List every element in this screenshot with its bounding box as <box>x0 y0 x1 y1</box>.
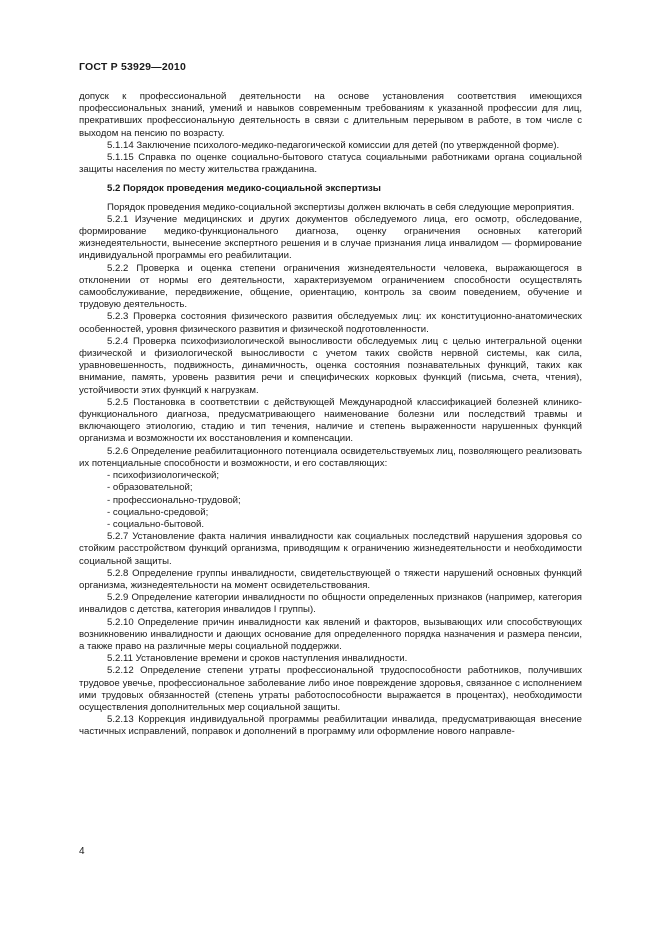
list-item: - образовательной; <box>107 482 193 494</box>
paragraph-5-2-12: 5.2.12 Определение степени утраты профессиональной трудоспособности работников, получивших трудовое увечье, профессиональное заболевание либо иное повреждение здоровья, связанное с исполнением ими трудовых обязанностей (степень утраты работоспособности выражается в процентах), необходимости осуществления дополнительных мер социальной защиты. <box>79 665 582 713</box>
paragraph-5-2-4: 5.2.4 Проверка психофизиологической выносливости обследуемых лиц с целью интегральной оценки физической и физиологической выносливости с учетом таких свойств нервной системы, как сила, уравновешенность, подвижность, динамичность, оценка состояния познавательных функций, таких как внимание, память, уровень развития речи и специфических корковых функций (письма, счета, чтения), устойчивости этих функций к нагрузкам. <box>79 335 582 396</box>
paragraph-5-2-8: 5.2.8 Определение группы инвалидности, свидетельствующей о тяжести нарушений основных функций организма, жизнедеятельности на момент освидетельствования. <box>79 567 582 591</box>
paragraph-5-1-15: 5.1.15 Справка по оценке социально-бытового статуса социальными работниками органа социальной защиты населения по месту жительства гражданина. <box>79 152 582 176</box>
list-item: - профессионально-трудовой; <box>107 494 241 506</box>
paragraph-5-2-6: 5.2.6 Определение реабилитационного потенциала освидетельствуемых лиц, позволяющего реализовать их потенциальные способности и возможности, и его составляющих: <box>79 445 582 469</box>
paragraph-5-2-9: 5.2.9 Определение категории инвалидности по общности определенных признаков (например, категория инвалидов с детства, категория инвалидов I группы). <box>79 592 582 616</box>
list-item: - психофизиологической; <box>107 470 220 482</box>
list-item: - социально-средовой; <box>107 506 209 518</box>
document-body <box>79 91 582 739</box>
paragraph-5-2-2: 5.2.2 Проверка и оценка степени ограничения жизнедеятельности человека, выражающегося в отклонении от нормы его деятельности, характеризуемом ограничением способности осуществлять самообслуживание, передвижение, общение, ориентацию, контроль за своим поведением, обучение и трудовую деятельность. <box>79 262 582 311</box>
paragraph-intro: допуск к профессиональной деятельности на основе установления соответствия имеющихся профессиональных знаний, умений и навыков современным требованиям к указанной профессии для лиц, прекративших профессиональную деятельность в связи с длительным перерывом в работе, в том числе с выходом на пенсию по возрасту. <box>79 91 582 139</box>
list-5-2-6 <box>79 470 582 531</box>
paragraph-5-2-1: 5.2.1 Изучение медицинских и других документов обследуемого лица, его осмотр, обследование, формирование медико-функционального диагноза, оценку ограничения основных категорий жизнедеятельности, вынесение экспертного решения и в случае признания лица инвалидом — формирование индивидуальной программы его реабилитации. <box>79 213 582 262</box>
document-code-header: ГОСТ Р 53929—2010 <box>79 61 187 73</box>
paragraph-5-2-3: 5.2.3 Проверка состояния физического развития обследуемых лиц: их конституционно-анатомических особенностей, уровня физического развития и физической подготовленности. <box>79 311 582 335</box>
paragraph-5-2-intro: Порядок проведения медико-социальной экспертизы должен включать в себя следующие мероприятия. <box>107 201 575 213</box>
page-number: 4 <box>79 846 85 857</box>
paragraph-5-1-14: 5.1.14 Заключение психолого-медико-педагогической комиссии для детей (по утвержденной форме). <box>107 139 560 151</box>
paragraph-5-2-10: 5.2.10 Определение причин инвалидности как явлений и факторов, вызывающих или способствующих возникновению инвалидности и дающих основание для определенного порядка назначения и размера пенсии, а также право на различные меры социальной поддержки. <box>79 616 582 652</box>
list-item: - социально-бытовой. <box>107 518 205 530</box>
paragraph-5-2-13: 5.2.13 Коррекция индивидуальной программы реабилитации инвалида, предусматривающая внесение частичных исправлений, поправок и дополнений в программу или оформление нового направле- <box>79 714 582 738</box>
paragraph-5-2-5: 5.2.5 Постановка в соответствии с действующей Международной классификацией болезней клинико-функционального диагноза, предусматривающего наименование болезни или последствий травмы и включающего этиологию, стадию и тип течения, наличие и степень выраженности нарушенных функций организма и возможности их восстановления и компенсации. <box>79 396 582 445</box>
paragraph-5-2-11: 5.2.11 Установление времени и сроков наступления инвалидности. <box>107 653 408 665</box>
section-title-5-2: 5.2 Порядок проведения медико-социальной экспертизы <box>107 183 381 195</box>
paragraph-5-2-7: 5.2.7 Установление факта наличия инвалидности как социальных последствий нарушения здоровья со стойким расстройством функций организма, приводящим к ограничению жизнедеятельности и необходимости социальной защиты. <box>79 531 582 567</box>
